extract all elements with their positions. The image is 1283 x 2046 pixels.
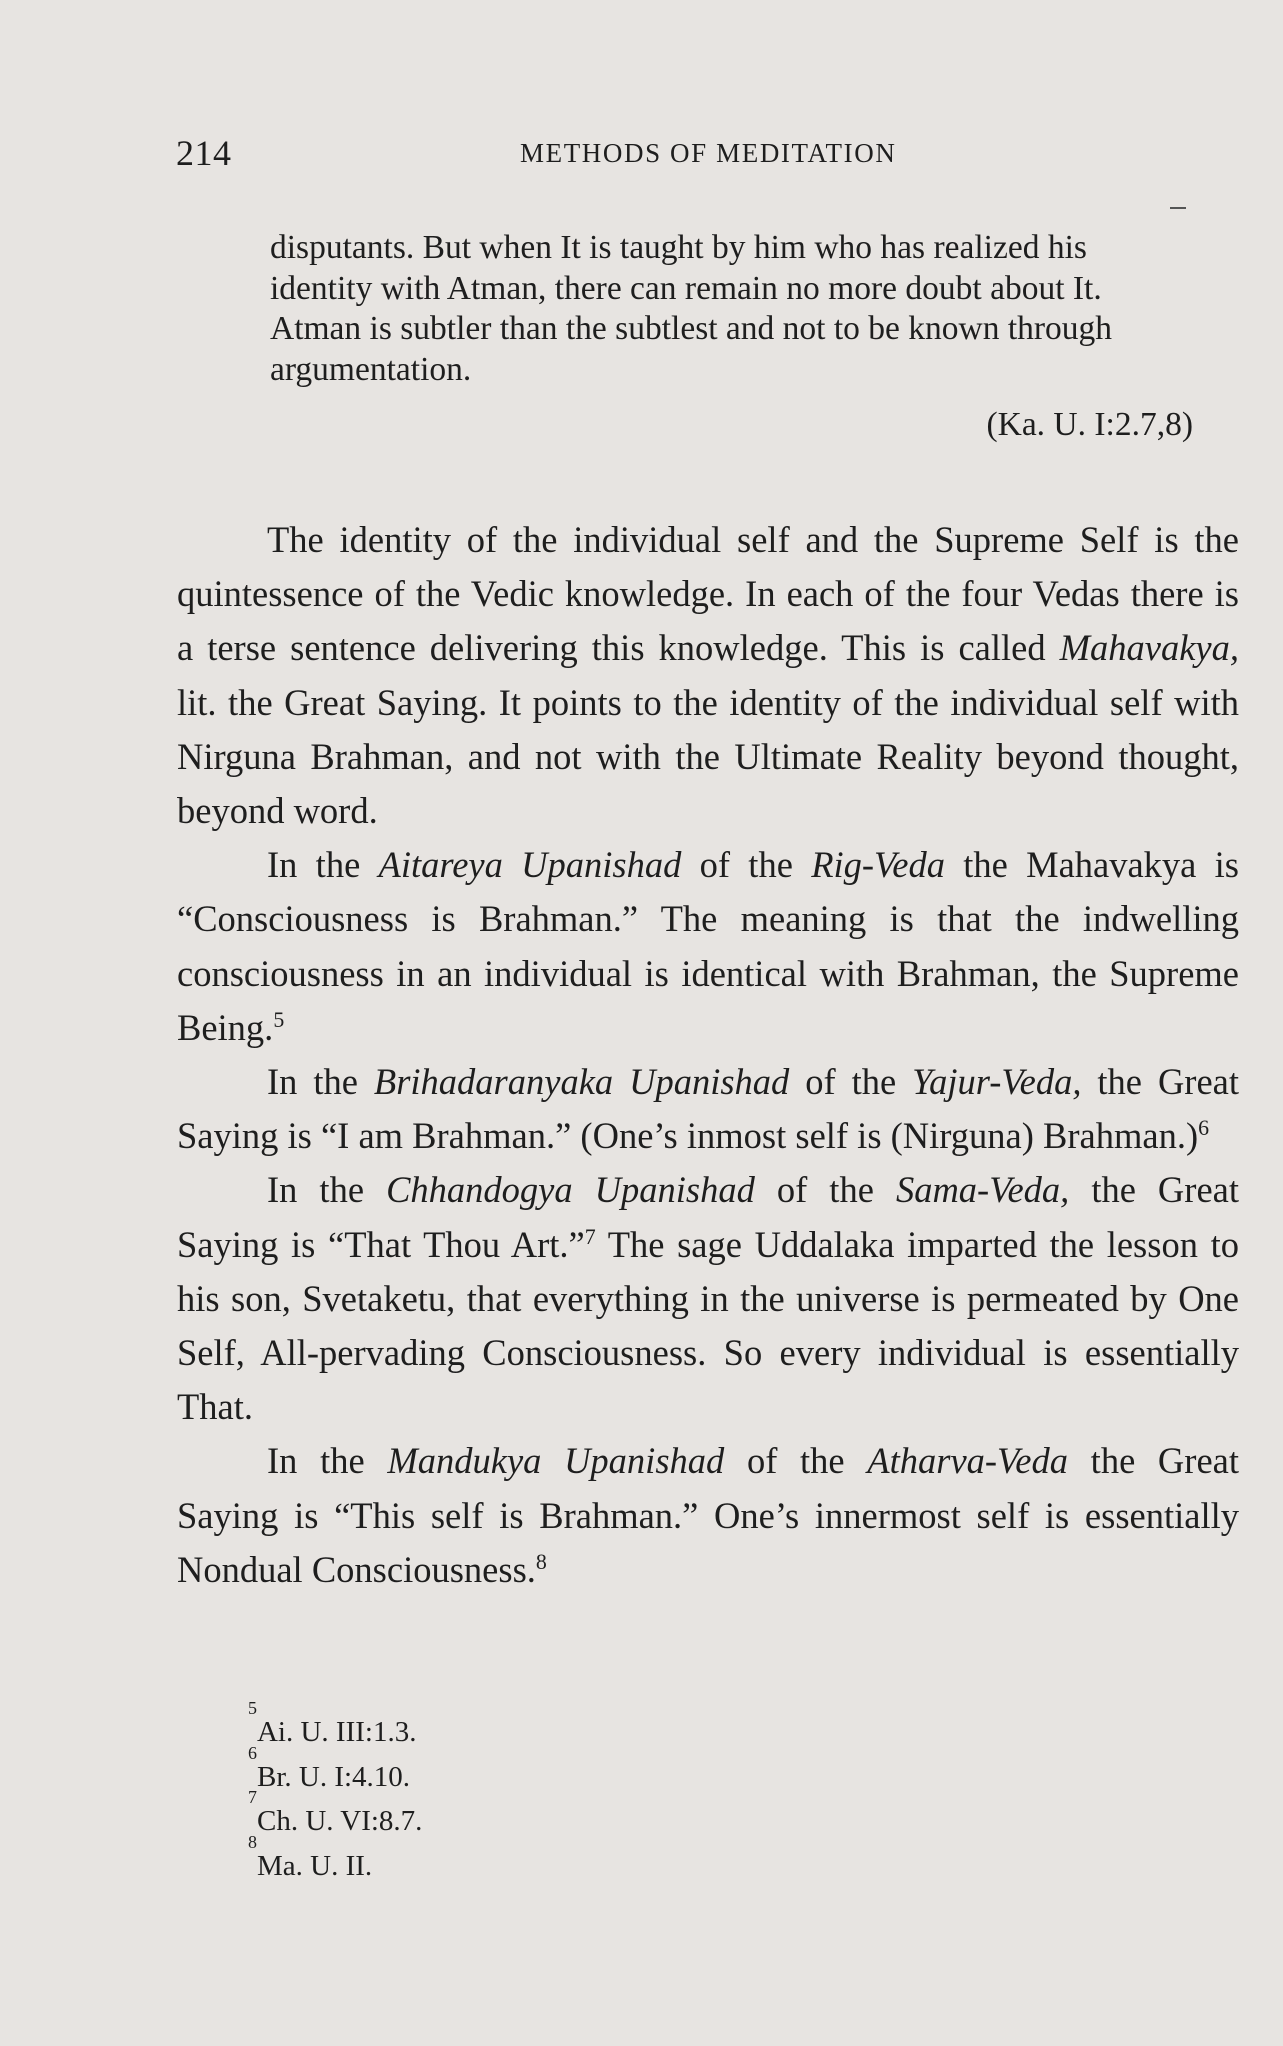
paragraph-identity: The identity of the individual self and the Supreme Self is the quintessence of the Vedic knowledge. In each of the four Vedas there is a terse sentence delivering this knowledge. This is called Mahavakya, lit. the Great Saying. It points to the identity of the individual self with Nirguna Brahman, and not with the Ultimate Reality beyond thought, beyond word.: [177, 519, 1239, 832]
footnote-ref-6[interactable]: 6: [1198, 1115, 1210, 1141]
block-quote: [270, 228, 1196, 390]
footnote-6: $^6$Br. U. I:4.10.: [248, 1742, 411, 1793]
paragraph-mandukya: In the Mandukya Upanishad of the Atharva-Veda the Great Saying is “This self is Brahman.” One’s innermost self is essentially Nondual Consciousness.$^8$: [177, 1440, 1239, 1590]
paragraph-aitareya: In the Aitareya Upanishad of the Rig-Veda the Mahavakya is “Consciousness is Brahman.” The meaning is that the indwelling consciousness in an individual is identical with Brahman, the Supreme Being.$^5$: [177, 844, 1239, 1048]
title-yajur-veda: Yajur-Veda,: [912, 1061, 1082, 1103]
paragraph-chhandogya: In the Chhandogya Upanishad of the Sama-Veda, the Great Saying is “That Thou Art.”$^7$ The sage Uddalaka imparted the lesson to his son, Svetaketu, that everything in the universe is permeated by One Self, All-pervading Consciousness. So every individual is essentially That.: [177, 1169, 1239, 1428]
title-brihadaranyaka-upanishad: Brihadaranyaka Upanishad: [373, 1061, 790, 1103]
quote-citation: (Ka. U. I:2.7,8): [986, 406, 1193, 443]
page-header: [176, 132, 1227, 182]
footnote-7: $^7$Ch. U. VI:8.7.: [248, 1787, 423, 1837]
footnote-8: $^8$Ma. U. II.: [248, 1831, 373, 1882]
title-atharva-veda: Atharva-Veda: [867, 1440, 1068, 1482]
title-sama-veda: Sama-Veda,: [895, 1169, 1070, 1211]
page-number: 214: [176, 133, 232, 173]
footnote-ref-8[interactable]: 8: [535, 1548, 547, 1574]
title-chhandogya-upanishad: Chhandogya Upanishad: [386, 1169, 755, 1211]
title-rig-veda: Rig-Veda: [811, 844, 945, 886]
footnotes: [248, 1698, 423, 1888]
title-aitareya-upanishad: Aitareya Upanishad: [378, 844, 682, 886]
print-mark: [1170, 207, 1186, 209]
footnote-5: $^5$Ai. U. III:1.3.: [248, 1698, 417, 1748]
footnote-ref-7[interactable]: 7: [584, 1223, 596, 1249]
term-mahavakya: Mahavakya,: [1059, 627, 1239, 669]
footnote-ref-5[interactable]: 5: [273, 1006, 285, 1032]
body-text: [177, 513, 1239, 1597]
quote-text: disputants. But when It is taught by him who has realized his identity with Atman, there can remain no more doubt about It. Atman is subtler than the subtlest and not to be known through argumentation.: [270, 229, 1113, 388]
paragraph-brihadaranyaka: In the Brihadaranyaka Upanishad of the Yajur-Veda, the Great Saying is “I am Brahman.” (One’s inmost self is (Nirguna) Brahman.)$^6$: [177, 1061, 1239, 1157]
title-mandukya-upanishad: Mandukya Upanishad: [387, 1440, 725, 1482]
running-title: METHODS OF MEDITATION: [520, 138, 897, 168]
